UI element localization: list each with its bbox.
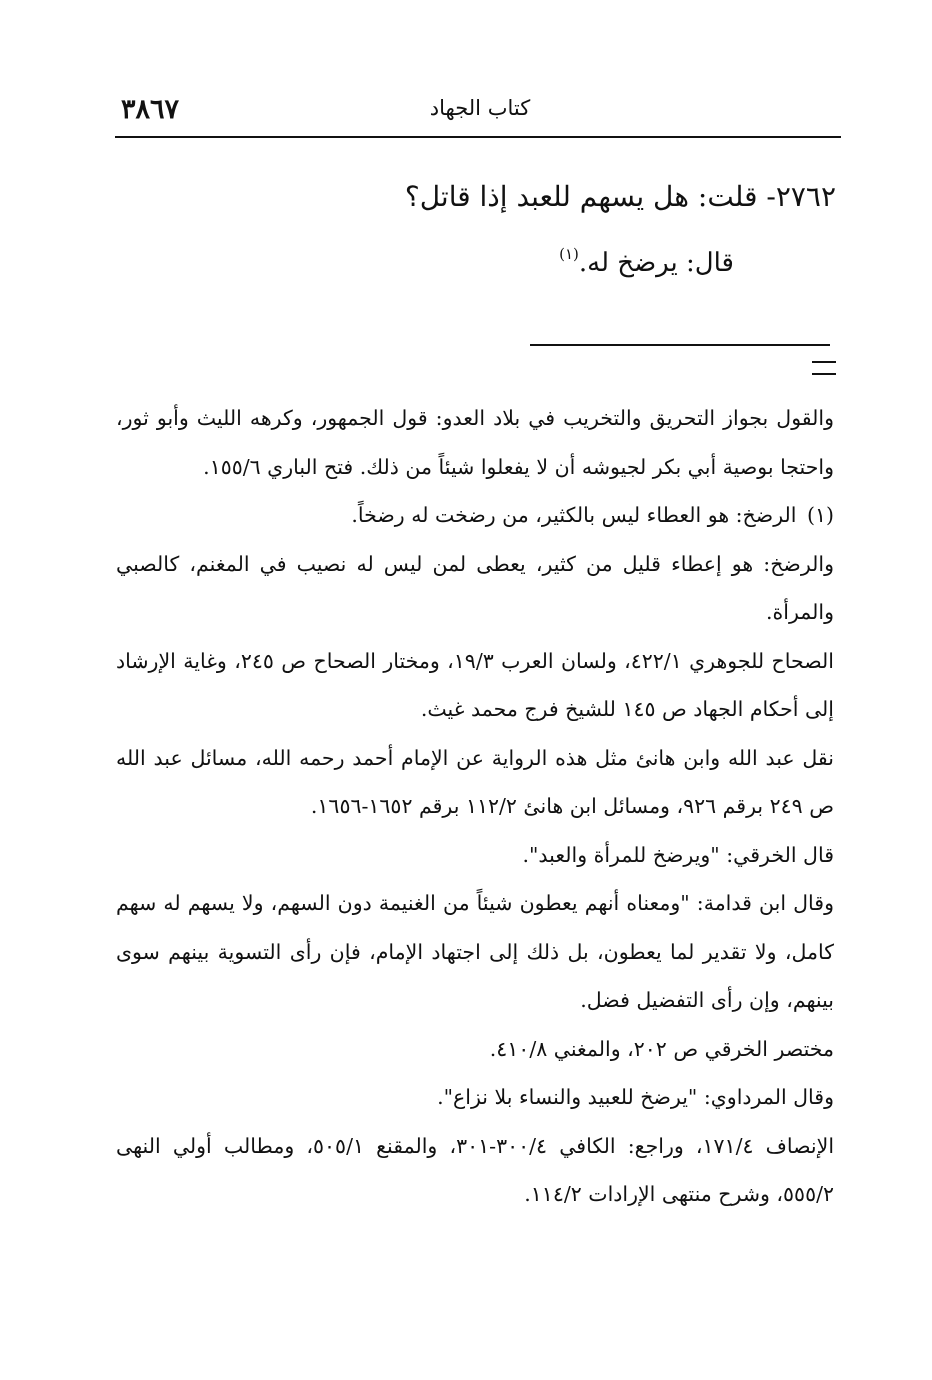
page-header — [115, 92, 841, 132]
footnotes-section — [116, 394, 834, 1219]
continuation-mark — [812, 361, 836, 375]
header-rule — [115, 136, 841, 138]
footnote-carryover: والقول بجواز التحريق والتخريب في بلاد العدو: قول الجمهور، وكرهه الليث وأبو ثور، واحتجا بوصية أبي بكر لجيوشه أن لا يفعلوا شيئاً من ذلك. فتح الباري ١٥٥/٦. — [116, 406, 834, 479]
footnote-paragraph: وقال ابن قدامة: "ومعناه أنهم يعطون شيئاً من الغنيمة دون السهم، ولا يسهم له سهم كامل، ولا تقدير لما يعطون، بل ذلك إلى اجتهاد الإمام، فإن رأى التسوية بينهم سوى بينهم، وإن رأى التفضيل فضل. — [116, 891, 834, 1012]
footnote-paragraph: الإنصاف ١٧١/٤، وراجع: الكافي ٣٠٠/٤-٣٠١، والمقنع ٥٠٥/١، ومطالب أولي النهى ٥٥٥/٢، وشرح منتهى الإرادات ١١٤/٢. — [116, 1133, 835, 1206]
footnote-paragraph: الصحاح للجوهري ٤٢٢/١، ولسان العرب ١٩/٣، ومختار الصحاح ص ٢٤٥، وغاية الإرشاد إلى أحكام الجهاد ص ١٤٥ للشيخ فرج محمد غيث. — [116, 648, 834, 721]
footnote-reference: (١) — [559, 245, 579, 263]
footnote-1 — [116, 491, 834, 540]
footnote-marker: (١) — [806, 503, 834, 527]
answer-text: قال: يرضخ له. — [578, 248, 734, 278]
footnote-paragraph: مختصر الخرقي ص ٢٠٢، والمغني ٤١٠/٨. — [489, 1036, 834, 1061]
running-title: كتاب الجهاد — [429, 96, 531, 120]
answer-line — [334, 245, 734, 278]
footnote-paragraph: نقل عبد الله وابن هانئ مثل هذه الرواية عن الإمام أحمد رحمه الله، مسائل عبد الله ص ٢٤٩ برقم ٩٢٦، ومسائل ابن هانئ ١١٢/٢ برقم ١٦٥٢-١٦٥٦. — [116, 745, 834, 818]
footnote-separator — [530, 344, 830, 346]
page-number: ٣٨٦٧ — [121, 94, 180, 125]
footnote-1-text: الرضخ: هو العطاء ليس بالكثير، من رضخت له رضخاً. — [351, 503, 797, 527]
footnote-paragraph: والرضخ: هو إعطاء قليل من كثير، يعطى لمن ليس له نصيب في المغنم، كالصبي والمرأة. — [116, 551, 834, 624]
question-text: ٢٧٦٢- قلت: هل يسهم للعبد إذا قاتل؟ — [404, 180, 836, 213]
footnote-paragraph: وقال المرداوي: "يرضخ للعبيد والنساء بلا نزاع". — [437, 1085, 834, 1109]
footnote-paragraph: قال الخرقي: "ويرضخ للمرأة والعبد". — [522, 842, 834, 867]
